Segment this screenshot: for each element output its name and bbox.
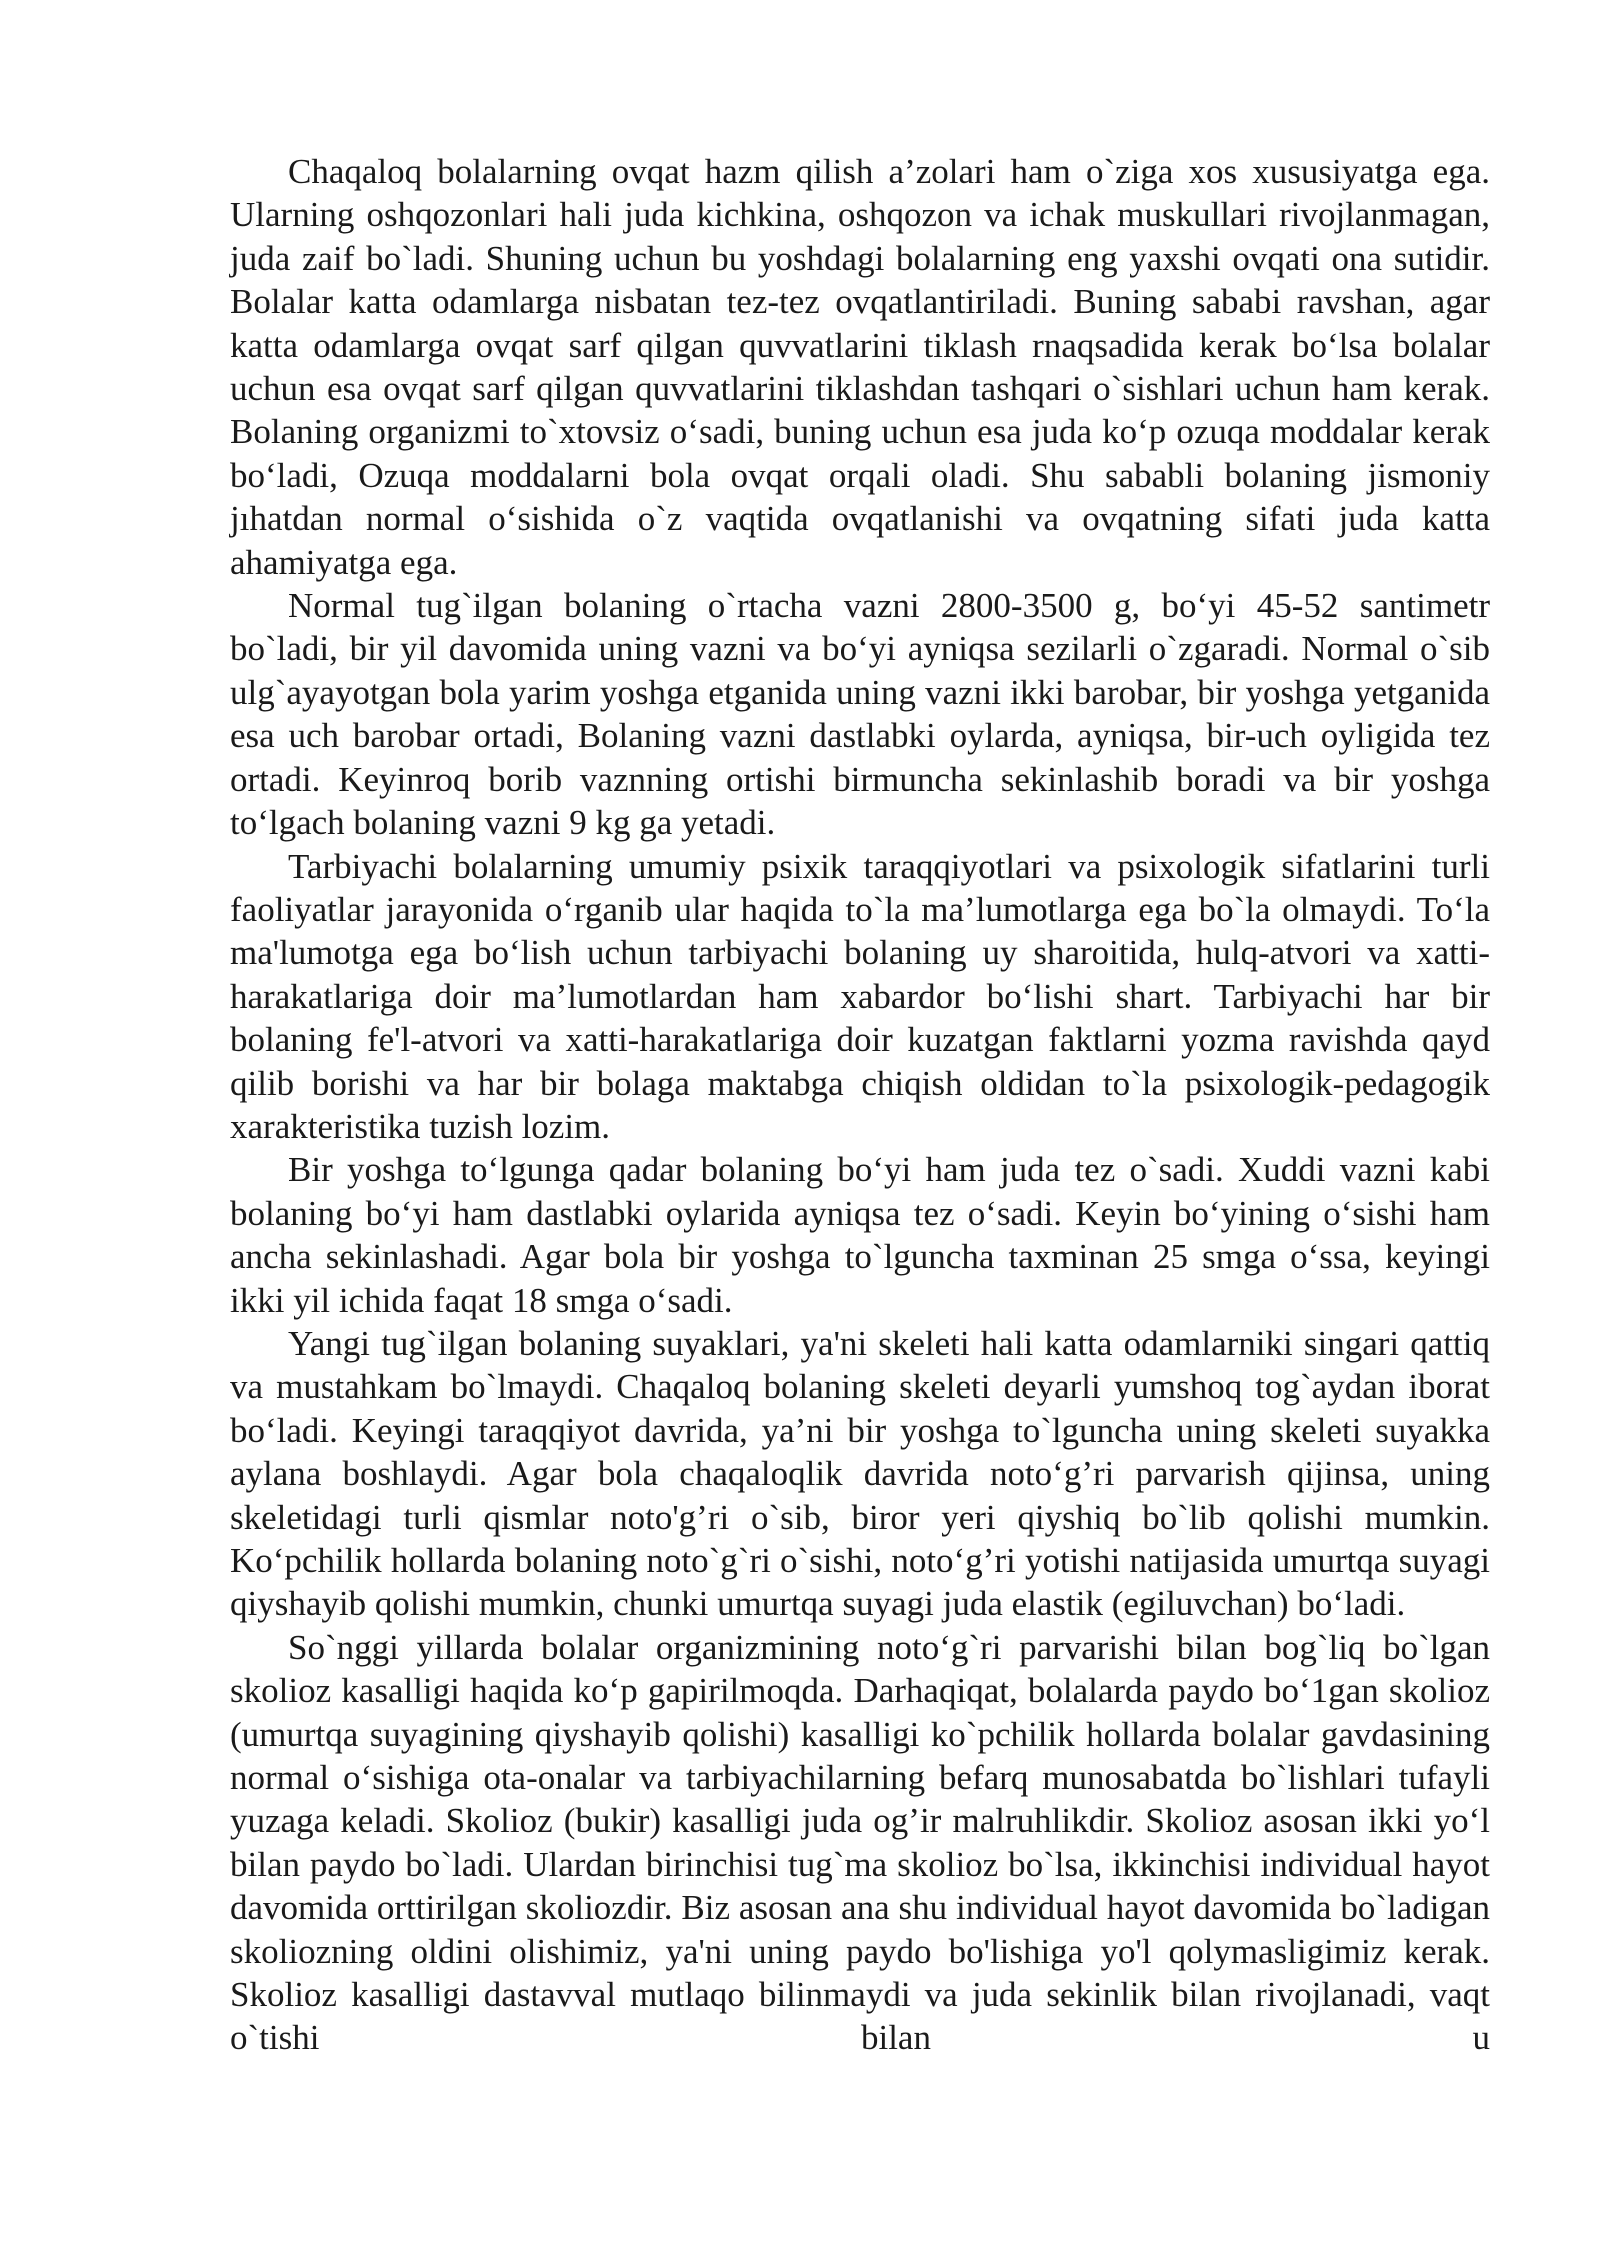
paragraph-birth-weight: Normal tug`ilgan bolaning o`rtacha vazni 2800-3500 g, bo‘yi 45-52 santimetr bo`ladi, bir yil davomida uning vazni va bo‘yi ayniqsa sezilarli o`zgaradi. Normal o`sib ulg`ayayotgan bola yarim yoshga etganida uning vazni ikki barobar, bir yoshga yetganida esa uch barobar ortadi, Bolaning vazni dastlabki oylarda, ayniqsa, bir-uch oyligida tez ortadi. Keyinroq borib vaznning ortishi birmuncha sekinlashib boradi va bir yoshga to‘lgach bolaning vazni 9 kg ga yetadi. [230, 586, 1490, 843]
paragraph-skeleton: Yangi tug`ilgan bolaning suyaklari, ya'ni skeleti hali katta odamlarniki singari qattiq va mustahkam bo`lmaydi. Chaqaloq bolaning skeleti deyarli yumshoq tog`aydan iborat bo‘ladi. Keyingi taraqqiyot davrida, ya’ni bir yoshga to`lguncha uning skeleti suyakka aylana boshlaydi. Agar bola chaqaloqlik davrida noto‘g’ri parvarish qijinsa, uning skeletidagi turli qismlar noto'g’ri o`sib, biror yeri qiyshiq bo`lib qolishi mumkin. Ko‘pchilik hollarda bolaning noto`g`ri o`sishi, noto‘g’ri yotishi natijasida umurtqa suyagi qiyshayib qolishi mumkin, chunki umurtqa suyagi juda elastik (egiluvchan) bo‘ladi. [230, 1323, 1490, 1624]
document-page [230, 150, 1490, 2060]
paragraph-infant-digestion: Chaqaloq bolalarning ovqat hazm qilish a’zolari ham o`ziga xos xususiyatga ega. Ularning oshqozonlari hali juda kichkina, oshqozon va ichak muskullari rivojlanmagan, juda zaif bo`ladi. Shuning uchun bu yoshdagi bolalarning eng yaxshi ovqati ona sutidir. Bolalar katta odamlarga nisbatan tez-tez ovqatlantiriladi. Buning sababi ravshan, agar katta odamlarga ovqat sarf qilgan quvvatlarini tiklash rnaqsadida kerak bo‘lsa bolalar uchun esa ovqat sarf qilgan quvvatlarini tiklashdan tashqari o`sishlari uchun ham kerak. Bolaning organizmi to`xtovsiz o‘sadi, buning uchun esa juda ko‘p ozuqa moddalar kerak bo‘ladi, Ozuqa moddalarni bola ovqat orqali oladi. Shu sababli bolaning jismoniy jıhatdan normal o‘sishida o`z vaqtida ovqatlanishi va ovqatning sifati juda katta ahamiyatga ega. [230, 152, 1490, 582]
paragraph-educator-observation: Tarbiyachi bolalarning umumiy psixik taraqqiyotlari va psixologik sifatlarini turli faoliyatlar jarayonida o‘rganib ular haqida to`la ma’lumotlarga ega bo`la olmaydi. To‘la ma'lumotga ega bo‘lish uchun tarbiyachi bolaning uy sharoitida, hulq-atvori va xatti-harakatlariga doir ma’lumotlardan ham xabardor bo‘lishi shart. Tarbiyachi har bir bolaning fe'l-atvori va xatti-harakatlariga doir kuzatgan faktlarni yozma ravishda qayd qilib borishi va har bir bolaga maktabga chiqish oldidan to`la psixologik-pedagogik xarakteristika tuzish lozim. [230, 846, 1490, 1146]
paragraph-height-growth: Bir yoshga to‘lgunga qadar bolaning bo‘yi ham juda tez o`sadi. Xuddi vazni kabi bolaning bo‘yi ham dastlabki oylarida ayniqsa tez o‘sadi. Keyin bo‘yining o‘sishi ham ancha sekinlashadi. Agar bola bir yoshga to`lguncha taxminan 25 smga o‘ssa, keyingi ikki yil ichida faqat 18 smga o‘sadi. [230, 1150, 1490, 1320]
paragraph-scoliosis: So`nggi yillarda bolalar organizmining noto‘g`ri parvarishi bilan bog`liq bo`lgan skolioz kasalligi haqida ko‘p gapirilmoqda. Darhaqiqat, bolalarda paydo bo‘1gan skolioz (umurtqa suyagining qiyshayib qolishi) kasalligi ko`pchilik hollarda bolalar gavdasining normal o‘sishiga ota-onalar va tarbiyachilarning befarq munosabatda bo`lishlari tufayli yuzaga keladi. Skolioz (bukir) kasalligi juda og’ir malruhlikdir. Skolioz asosan ikki yo‘l bilan paydo bo`ladi. Ulardan birinchisi tug`ma skolioz bo`lsa, ikkinchisi individual hayot davomida orttirilgan skoliozdir. Biz asosan ana shu individual hayot davomida bo`ladigan skoliozning oldini olishimiz, ya'ni uning paydo bo'lishiga yo'l qolymasligimiz kerak. Skolioz kasalligi dastavval mutlaqo bilinmaydi va juda sekinlik bilan rivojlanadi, vaqt o`tishi bilan u [230, 1627, 1490, 2058]
